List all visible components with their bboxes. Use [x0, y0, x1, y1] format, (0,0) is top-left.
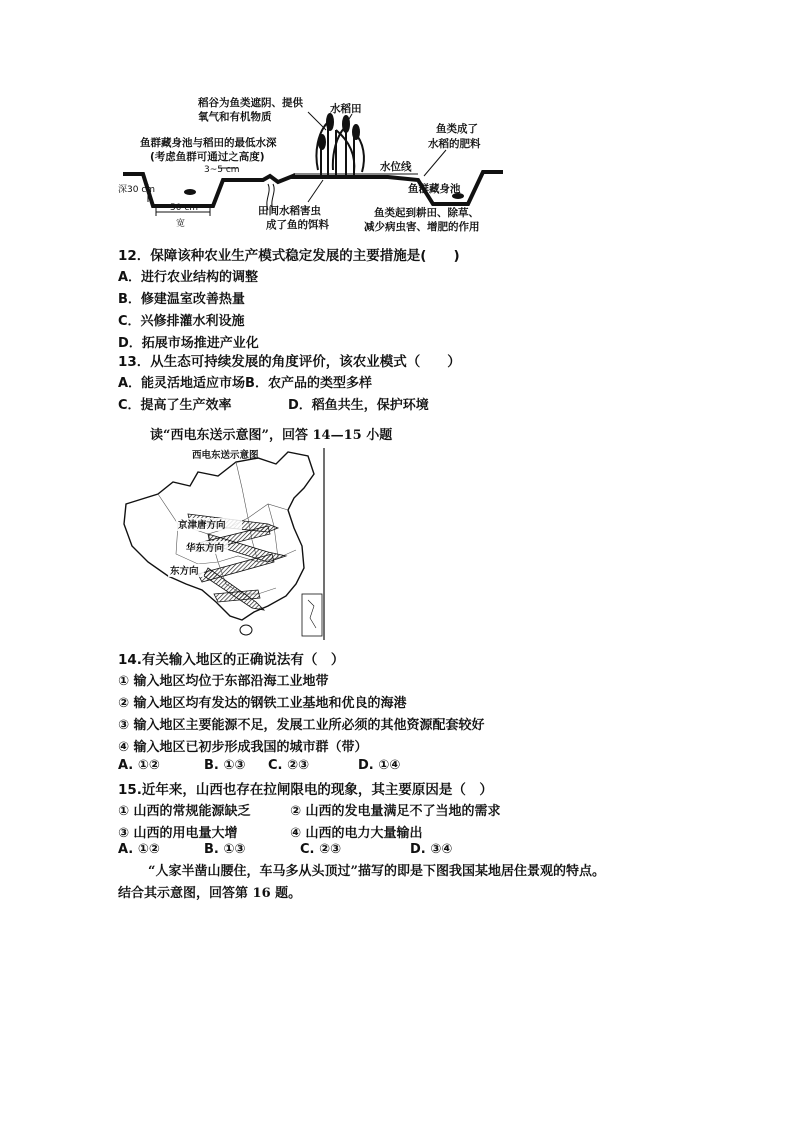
q14-statement-3: ③ 输入地区主要能源不足，发展工业所必须的其他资源配套较好	[118, 718, 485, 733]
q14-statement-4: ④ 输入地区已初步形成我国的城市群（带）	[118, 740, 368, 755]
q12-option-c: C．兴修排灌水利设施	[118, 314, 245, 329]
label-pests-2: 成了鱼的饵料	[266, 219, 329, 231]
q12-option-a: A．进行农业结构的调整	[118, 270, 259, 285]
label-depth-range: 3~5 cm	[204, 165, 240, 175]
q15-statement-3: ③ 山西的用电量大增	[118, 826, 238, 841]
label-depth: 深30 cm	[118, 185, 156, 195]
map-label-route-north: 京津唐方向	[178, 520, 226, 531]
label-fish-role: 鱼类起到耕田、除草、	[374, 207, 479, 219]
label-rice-shade-2: 氧气和有机物质	[198, 111, 272, 123]
q12-option-d: D．拓展市场推进产业化	[118, 336, 259, 351]
q14-option-a: A. ①②	[118, 758, 160, 773]
label-fish-role-2: 减少病虫害、增肥的作用	[364, 221, 480, 233]
q15-statement-4: ④ 山西的电力大量输出	[290, 826, 423, 841]
rice-fish-diagram	[118, 92, 508, 242]
q13-stem: 13．从生态可持续发展的角度评价，该农业模式（ ）	[118, 354, 461, 370]
rice-plant-icon	[316, 114, 363, 177]
q14-stem: 14.有关输入地区的正确说法有（ ）	[118, 652, 345, 668]
map-title: 西电东送示意图	[192, 450, 259, 461]
q15-option-b: B. ①③	[204, 842, 246, 857]
q14-statement-1: ① 输入地区均位于东部沿海工业地带	[118, 674, 329, 689]
label-paddy: 水稻田	[330, 103, 362, 115]
q15-statement-1: ① 山西的常规能源缺乏	[118, 804, 251, 819]
q15-option-c: C. ②③	[300, 842, 342, 857]
label-fish-manure: 鱼类成了	[436, 123, 478, 135]
q15-stem: 15.近年来，山西也存在拉闸限电的现象，其主要原因是（ ）	[118, 782, 493, 798]
label-pests: 田间水稻害虫	[258, 205, 321, 217]
q14-option-b: B. ①③	[204, 758, 246, 773]
label-width-value: 50 cm	[170, 203, 199, 213]
q15-statement-2: ② 山西的发电量满足不了当地的需求	[290, 804, 501, 819]
q16-intro-line-2: 结合其示意图，回答第 16 题。	[118, 886, 302, 901]
q14-option-d: D. ①④	[358, 758, 401, 773]
label-rice-shade: 稻谷为鱼类遮阴、提供	[198, 97, 303, 109]
map-label-route-middle: 华东方向	[186, 543, 225, 554]
map-intro: 读“西电东送示意图”，回答 14—15 小题	[150, 428, 393, 443]
q14-option-c: C. ②③	[268, 758, 310, 773]
map-label-route-south: 东方向	[170, 566, 199, 577]
q14-statement-2: ② 输入地区均有发达的钢铁工业基地和优良的海港	[118, 696, 407, 711]
q13-option-c: C．提高了生产效率	[118, 398, 232, 413]
label-min-depth: 鱼群藏身池与稻田的最低水深	[140, 137, 277, 149]
label-min-depth-2: (考虑鱼群可通过之高度)	[150, 151, 265, 163]
label-fish-manure-2: 水稻的肥料	[428, 138, 481, 150]
label-width: 宽	[176, 219, 186, 229]
q13-option-ab: A．能灵活地适应市场B．农产品的类型多样	[118, 376, 372, 391]
label-water-line: 水位线	[380, 161, 412, 173]
q15-option-a: A. ①②	[118, 842, 160, 857]
west-east-power-map	[118, 444, 330, 644]
q12-option-b: B．修建温室改善热量	[118, 292, 245, 307]
q12-stem: 12．保障该种农业生产模式稳定发展的主要措施是( )	[118, 248, 460, 264]
q16-intro-line-1: “人家半凿山腰住，车马多从头顶过”描写的即是下图我国某地居住景观的特点。	[148, 864, 605, 879]
label-fish-pool: 鱼群藏身池	[408, 183, 461, 195]
q13-option-d: D．稻鱼共生，保护环境	[288, 398, 429, 413]
q15-option-d: D. ③④	[410, 842, 453, 857]
